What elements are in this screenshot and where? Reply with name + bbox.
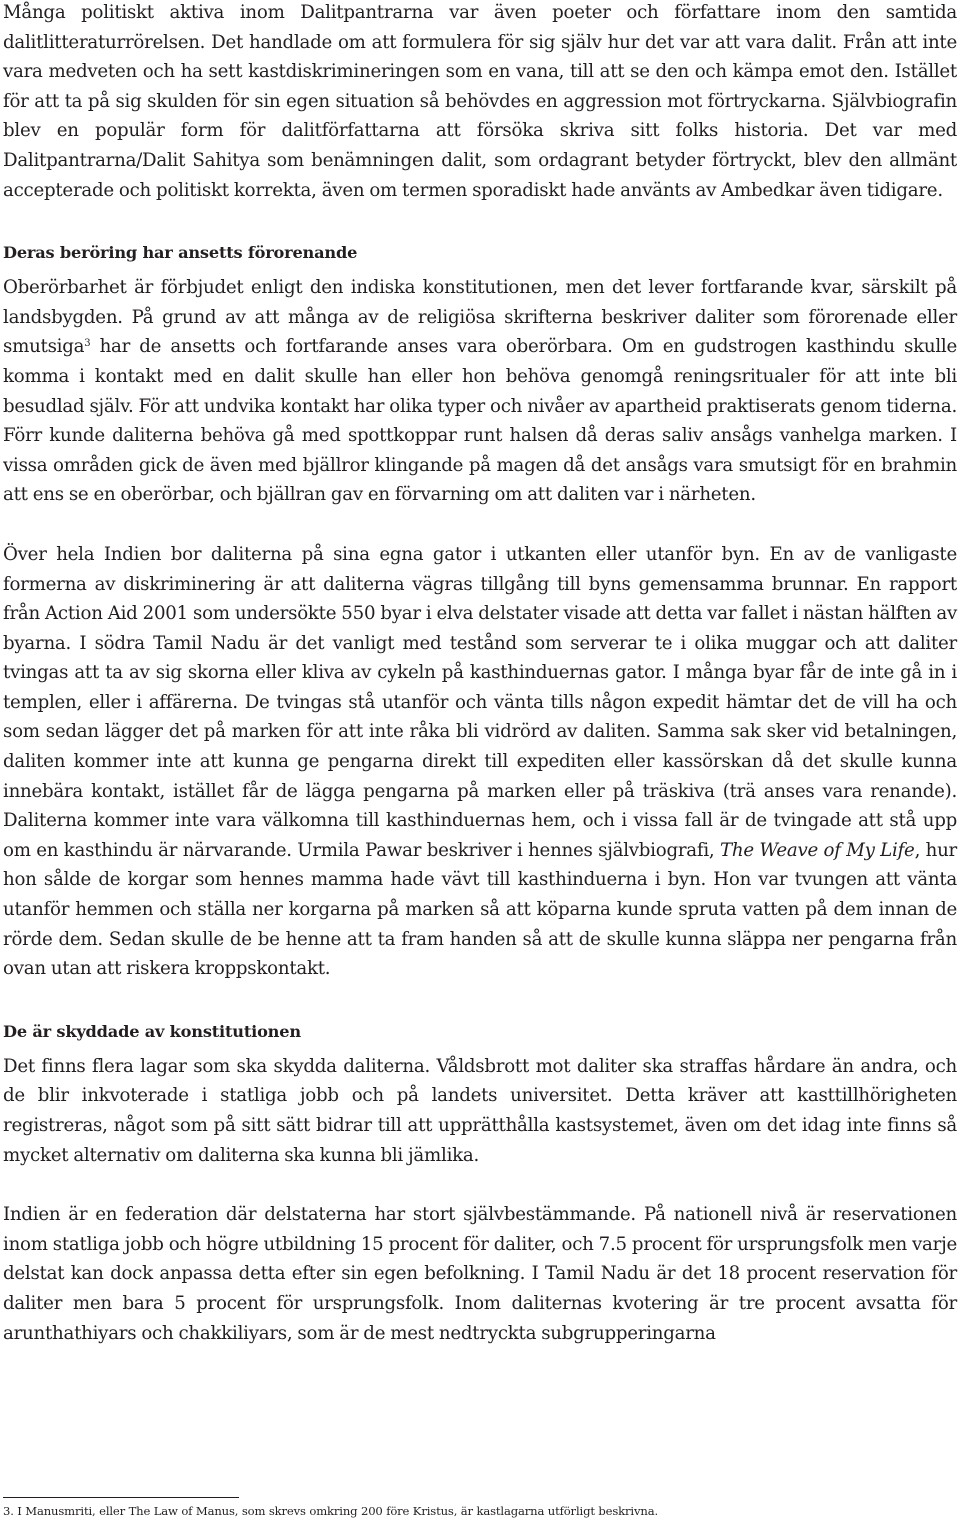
paragraph-untouchability-start: Oberörbarhet är förbjudet enligt den indiska konstitutionen, men det lever fortfarande kvar, särskilt på landsbygden. På grund av att många av de religiösa skrifterna beskriver daliter som förorenade eller smutsiga: [3, 277, 957, 358]
book-title: The Weave of My Life: [720, 839, 915, 861]
paragraph-laws: Det finns flera lagar som ska skydda daliterna. Våldsbrott mot daliter ska straffas hårdare än andra, och de blir inkvoterade i statliga jobb och på landets universitet. Detta kräver att kasttillhörigheten registreras, något som på sitt sätt bidrar till att upprätthålla kastsystemet, även om det idag inte finns så mycket alternativ om daliterna ska kunna bli jämlika.: [3, 1055, 957, 1166]
section-heading-constitution: De är skyddade av konstitutionen: [3, 1021, 301, 1041]
paragraph-untouchability-rest: har de ansetts och fortfarande anses vara oberörbara. Om en gudstrogen kasthindu skulle komma i kontakt med en dalit skulle han eller hon behöva genomgå reningsritualer för att inte bli besudlad själv. För att undvika kontakt har olika typer och nivåer av apartheid praktiserats genom tiderna. Förr kunde daliterna behöva gå med spottkoppar runt halsen då deras saliv ansågs vanhelga marken. I vissa områden gick de även med bjällror klingande på magen då det ansågs vara smutsigt för en brahmin att ens se en oberörbar, och bjällran gav en förvarning om att daliten var i närheten.: [3, 336, 957, 506]
paragraph-federation-quotas: Indien är en federation där delstaterna har stort självbestämmande. På nationell nivå är reservationen inom statliga jobb och högre utbildning 15 procent för daliter, och 7.5 procent för ursprungsfolk men varje delstat kan dock anpassa detta efter sin egen befolkning. I Tamil Nadu är det 18 procent reservation för daliter men bara 5 procent för ursprungsfolk. Inom daliternas kvotering är tre procent avsatta för arunthathiyars och chakkiliyars, som är de mest nedtryckta subgrupperingarna: [3, 1204, 957, 1344]
section-heading-touch-polluting: Deras beröring har ansetts förorenande: [3, 243, 358, 263]
footnote: 3. I Manusmriti, eller The Law of Manus, som skrevs omkring 200 före Kristus, är kastlagarna utförligt beskrivna.: [3, 1504, 659, 1518]
footnote-divider: [3, 1497, 239, 1498]
paragraph-segregation-rest: , hur hon sålde de korgar som hennes mamma hade vävt till kasthinduerna i byn. Hon var tvungen att vänta utanför hemmen och ställa ner korgarna på marken så att köparna kunde spruta vatten på dem innan de rörde dem. Sedan skulle de be henne att ta fram handen så att de skulle kunna släppa ner pengarna från ovan utan att riskera kroppskontakt.: [3, 839, 957, 980]
footnote-reference: 3: [84, 338, 91, 350]
paragraph-dalit-literature: Många politiskt aktiva inom Dalitpantrarna var även poeter och författare inom den samtida dalitlitteraturrörelsen. Det handlade om att formulera för sig själv hur det var att vara dalit. Från att inte vara medveten och ha sett kastdiskrimineringen som en vana, till att se den och kämpa emot den. Istället för att ta på sig skulden för sin egen situation så behövdes en aggression mot förtryckarna. Självbiografin blev en populär form för dalitförfattarna att försöka skriva sitt folks historia. Det var med Dalitpantrarna/Dalit Sahitya som benämningen dalit, som ordagrant betyder förtryckt, blev den allmänt accepterade och politiskt korrekta, även om termen sporadiskt hade använts av Ambedkar även tidigare.: [3, 2, 957, 201]
document-page: [3, 0, 957, 1348]
paragraph-segregation: [3, 540, 957, 984]
paragraph-segregation-start: Över hela Indien bor daliterna på sina egna gator i utkanten eller utanför byn. En av de vanligaste formerna av diskriminering är att daliterna vägras tillgång till byns gemensamma brunnar. En rapport från Action Aid 2001 som undersökte 550 byar i elva delstater visade att detta var fallet i nästan hälften av byarna. I södra Tamil Nadu är det vanligt med testånd som serverar te i olika muggar och att daliter tvingas att ta av sig skorna eller kliva av cykeln på kasthinduernas gator. I många byar får de inte gå in i templen, eller i affärerna. De tvingas stå utanför och vänta tills någon expedit hämtar det de vill ha och som sedan lägger det på marken för att inte råka bli vidrörd av daliten. Samma sak sker vid betalningen, daliten kommer inte att kunna ge pengarna direkt till expediten eller kassörskan då det skulle kunna innebära kontakt, istället får de lägga pengarna på marken eller på träskiva (trä anses vara renande). Daliterna kommer inte vara välkomna till kasthinduernas hem, och i vissa fall är de tvingade att stå upp om en kasthindu är närvarande. Urmila Pawar beskriver i hennes självbiografi,: [3, 543, 957, 861]
paragraph-untouchability: [3, 273, 957, 510]
